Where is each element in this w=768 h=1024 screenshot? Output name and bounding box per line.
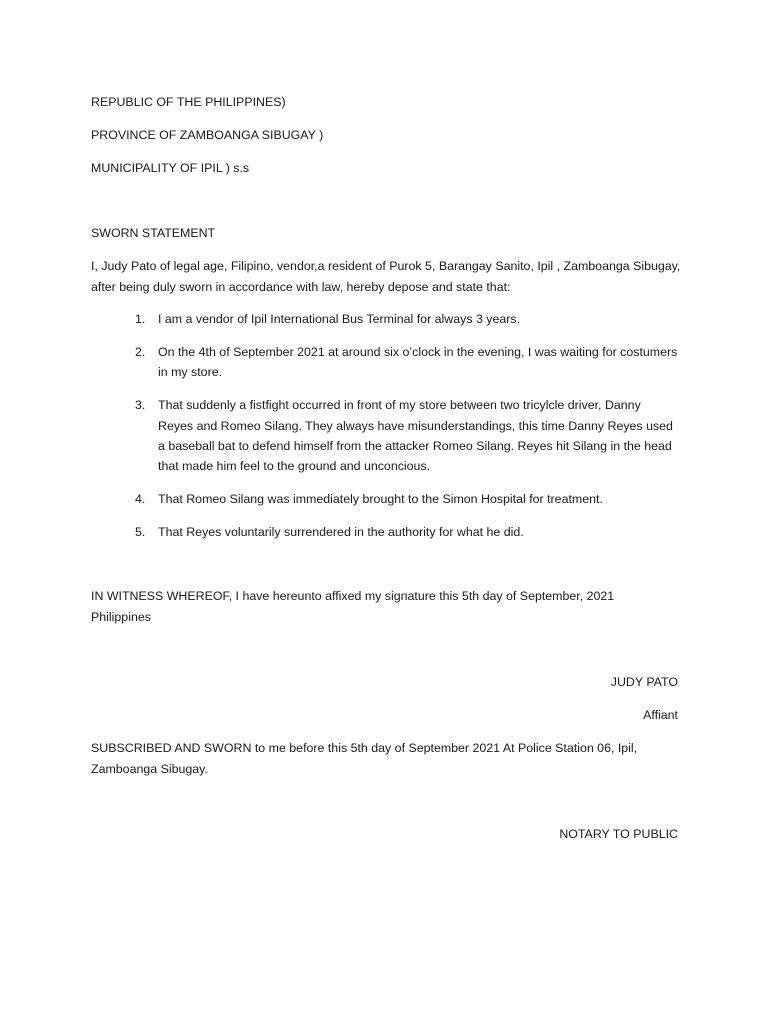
intro-paragraph: I, Judy Pato of legal age, Filipino, vendor,a resident of Purok 5, Barangay Sanito, Ipil , Zamboanga Sibugay, after being duly sworn in accordance with law, hereby depose and state that: xyxy=(91,259,681,294)
list-item xyxy=(91,522,691,542)
list-item xyxy=(91,489,691,509)
document-title: SWORN STATEMENT xyxy=(91,226,216,240)
list-item-text: That Reyes voluntarily surrendered in the authority for what he did. xyxy=(158,525,524,540)
header-republic: REPUBLIC OF THE PHILIPPINES) xyxy=(91,95,286,109)
notary-label: NOTARY TO PUBLIC xyxy=(559,827,678,841)
list-item-text: On the 4th of September 2021 at around six o’clock in the evening, I was waiting for costumers in my store. xyxy=(158,344,678,380)
list-item-text: That Romeo Silang was immediately brought to the Simon Hospital for treatment. xyxy=(158,492,603,507)
list-item-text: That suddenly a fistfight occurred in front of my store between two tricylcle driver, Danny Reyes and Romeo Silang. They always have misunderstandings, this time Danny Reyes used a baseball bat to defend himself from the attacker Romeo Silang. Reyes hit Silang in the head that made him feel to the ground and unconcious. xyxy=(158,398,673,474)
list-item-number: 4. xyxy=(135,492,146,507)
list-item xyxy=(91,342,691,383)
list-item-number: 1. xyxy=(135,312,146,326)
header-municipality: MUNICIPALITY OF IPIL ) s.s xyxy=(91,161,250,175)
statement-list xyxy=(91,309,691,555)
list-item-text: I am a vendor of Ipil International Bus Terminal for always 3 years. xyxy=(158,312,521,326)
list-item-number: 3. xyxy=(135,398,146,413)
list-item-number: 2. xyxy=(135,344,146,359)
witness-paragraph: IN WITNESS WHEREOF, I have hereunto affixed my signature this 5th day of September, 2021 Philippines xyxy=(91,589,615,624)
header-province: PROVINCE OF ZAMBOANGA SIBUGAY ) xyxy=(91,128,324,142)
affiant-label: Affiant xyxy=(643,708,678,722)
list-item xyxy=(91,309,691,329)
affiant-name: JUDY PATO xyxy=(610,675,678,689)
subscribed-paragraph: SUBSCRIBED AND SWORN to me before this 5th day of September 2021 At Police Station 06, Ipil, Zamboanga Sibugay. xyxy=(91,741,638,776)
list-item xyxy=(91,395,691,476)
list-item-number: 5. xyxy=(135,525,146,540)
